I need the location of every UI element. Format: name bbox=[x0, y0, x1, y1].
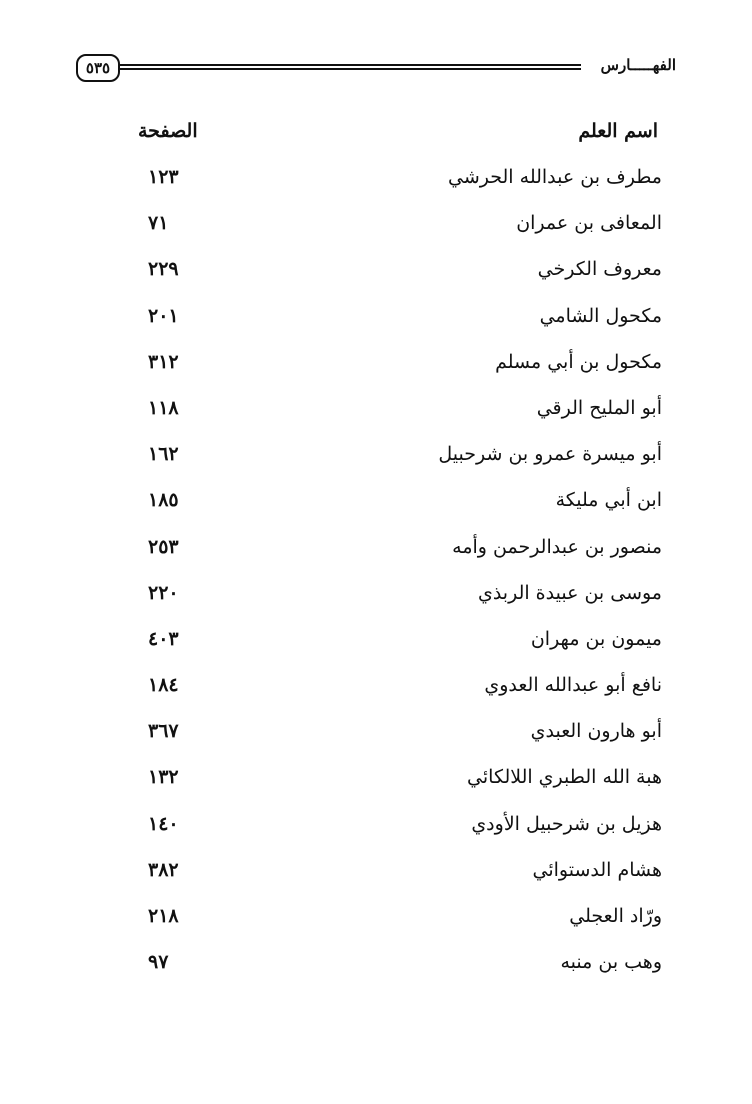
index-row bbox=[100, 208, 662, 254]
entry-page: ٤٠٣ bbox=[148, 627, 179, 650]
entry-page: ١٨٤ bbox=[148, 674, 179, 697]
index-row bbox=[100, 254, 662, 300]
entry-page: ٢٢٩ bbox=[148, 258, 179, 281]
entry-name: موسى بن عبيدة الربذي bbox=[477, 581, 662, 604]
index-row bbox=[100, 162, 662, 208]
index-row bbox=[100, 901, 662, 947]
entry-name: هزيل بن شرحبيل الأودي bbox=[471, 812, 662, 835]
column-header-page: الصفحة bbox=[138, 120, 198, 142]
entry-name: هشام الدستوائي bbox=[532, 858, 662, 881]
entry-name: منصور بن عبدالرحمن وأمه bbox=[452, 535, 662, 558]
entry-name: أبو ميسرة عمرو بن شرحبيل bbox=[438, 443, 662, 466]
entry-page: ٢١٨ bbox=[148, 905, 179, 927]
entry-page: ٣١٢ bbox=[148, 350, 179, 373]
entry-name: مكحول الشامي bbox=[539, 304, 662, 327]
index-row bbox=[100, 762, 662, 808]
entry-page: ٧١ bbox=[148, 212, 169, 235]
entry-name: ميمون بن مهران bbox=[530, 627, 662, 650]
index-row bbox=[100, 947, 662, 993]
index-row bbox=[100, 485, 662, 531]
entry-name: ابن أبي مليكة bbox=[555, 489, 662, 512]
entry-name: هبة الله الطبري اللالكائي bbox=[467, 766, 662, 789]
page-number-badge: ٥٣٥ bbox=[76, 54, 120, 82]
entry-name: المعافى بن عمران bbox=[516, 212, 662, 235]
entry-name: مكحول بن أبي مسلم bbox=[495, 350, 662, 373]
entry-page: ١٦٢ bbox=[148, 443, 179, 466]
entry-page: ١٢٣ bbox=[148, 166, 179, 188]
index-row bbox=[100, 578, 662, 624]
index-row bbox=[100, 532, 662, 578]
index-row bbox=[100, 624, 662, 670]
entry-name: معروف الكرخي bbox=[537, 258, 662, 281]
entry-page: ٢٥٣ bbox=[148, 535, 179, 558]
index-row bbox=[100, 670, 662, 716]
entry-name: نافع أبو عبدالله العدوي bbox=[484, 674, 662, 697]
index-row bbox=[100, 809, 662, 855]
header-rule bbox=[120, 64, 581, 71]
entry-name: أبو المليح الرقي bbox=[536, 396, 662, 419]
index-row bbox=[100, 439, 662, 485]
column-header-name: اسم العلم bbox=[578, 120, 658, 142]
index-row bbox=[100, 855, 662, 901]
entry-page: ١٤٠ bbox=[148, 812, 179, 835]
entry-page: ٢٠١ bbox=[148, 304, 179, 327]
index-row bbox=[100, 393, 662, 439]
entry-page: ٩٧ bbox=[148, 951, 169, 974]
header-rule-line-top bbox=[120, 64, 581, 66]
entry-page: ١٨٥ bbox=[148, 489, 179, 512]
entry-name: مطرف بن عبدالله الحرشي bbox=[448, 166, 662, 188]
page-header bbox=[76, 50, 676, 90]
entry-name: وهب بن منبه bbox=[560, 951, 662, 974]
section-title: الفهـــــارس bbox=[600, 56, 676, 74]
entry-page: ١١٨ bbox=[148, 396, 179, 419]
entry-page: ١٣٢ bbox=[148, 766, 179, 789]
entry-page: ٣٦٧ bbox=[148, 720, 179, 743]
index-row bbox=[100, 301, 662, 347]
entry-name: ورّاد العجلي bbox=[569, 905, 662, 927]
entry-name: أبو هارون العبدي bbox=[530, 720, 662, 743]
header-rule-line-bottom bbox=[120, 68, 581, 70]
entry-page: ٢٢٠ bbox=[148, 581, 179, 604]
index-row bbox=[100, 716, 662, 762]
index-row bbox=[100, 347, 662, 393]
index-list bbox=[100, 162, 662, 993]
entry-page: ٣٨٢ bbox=[148, 858, 179, 881]
